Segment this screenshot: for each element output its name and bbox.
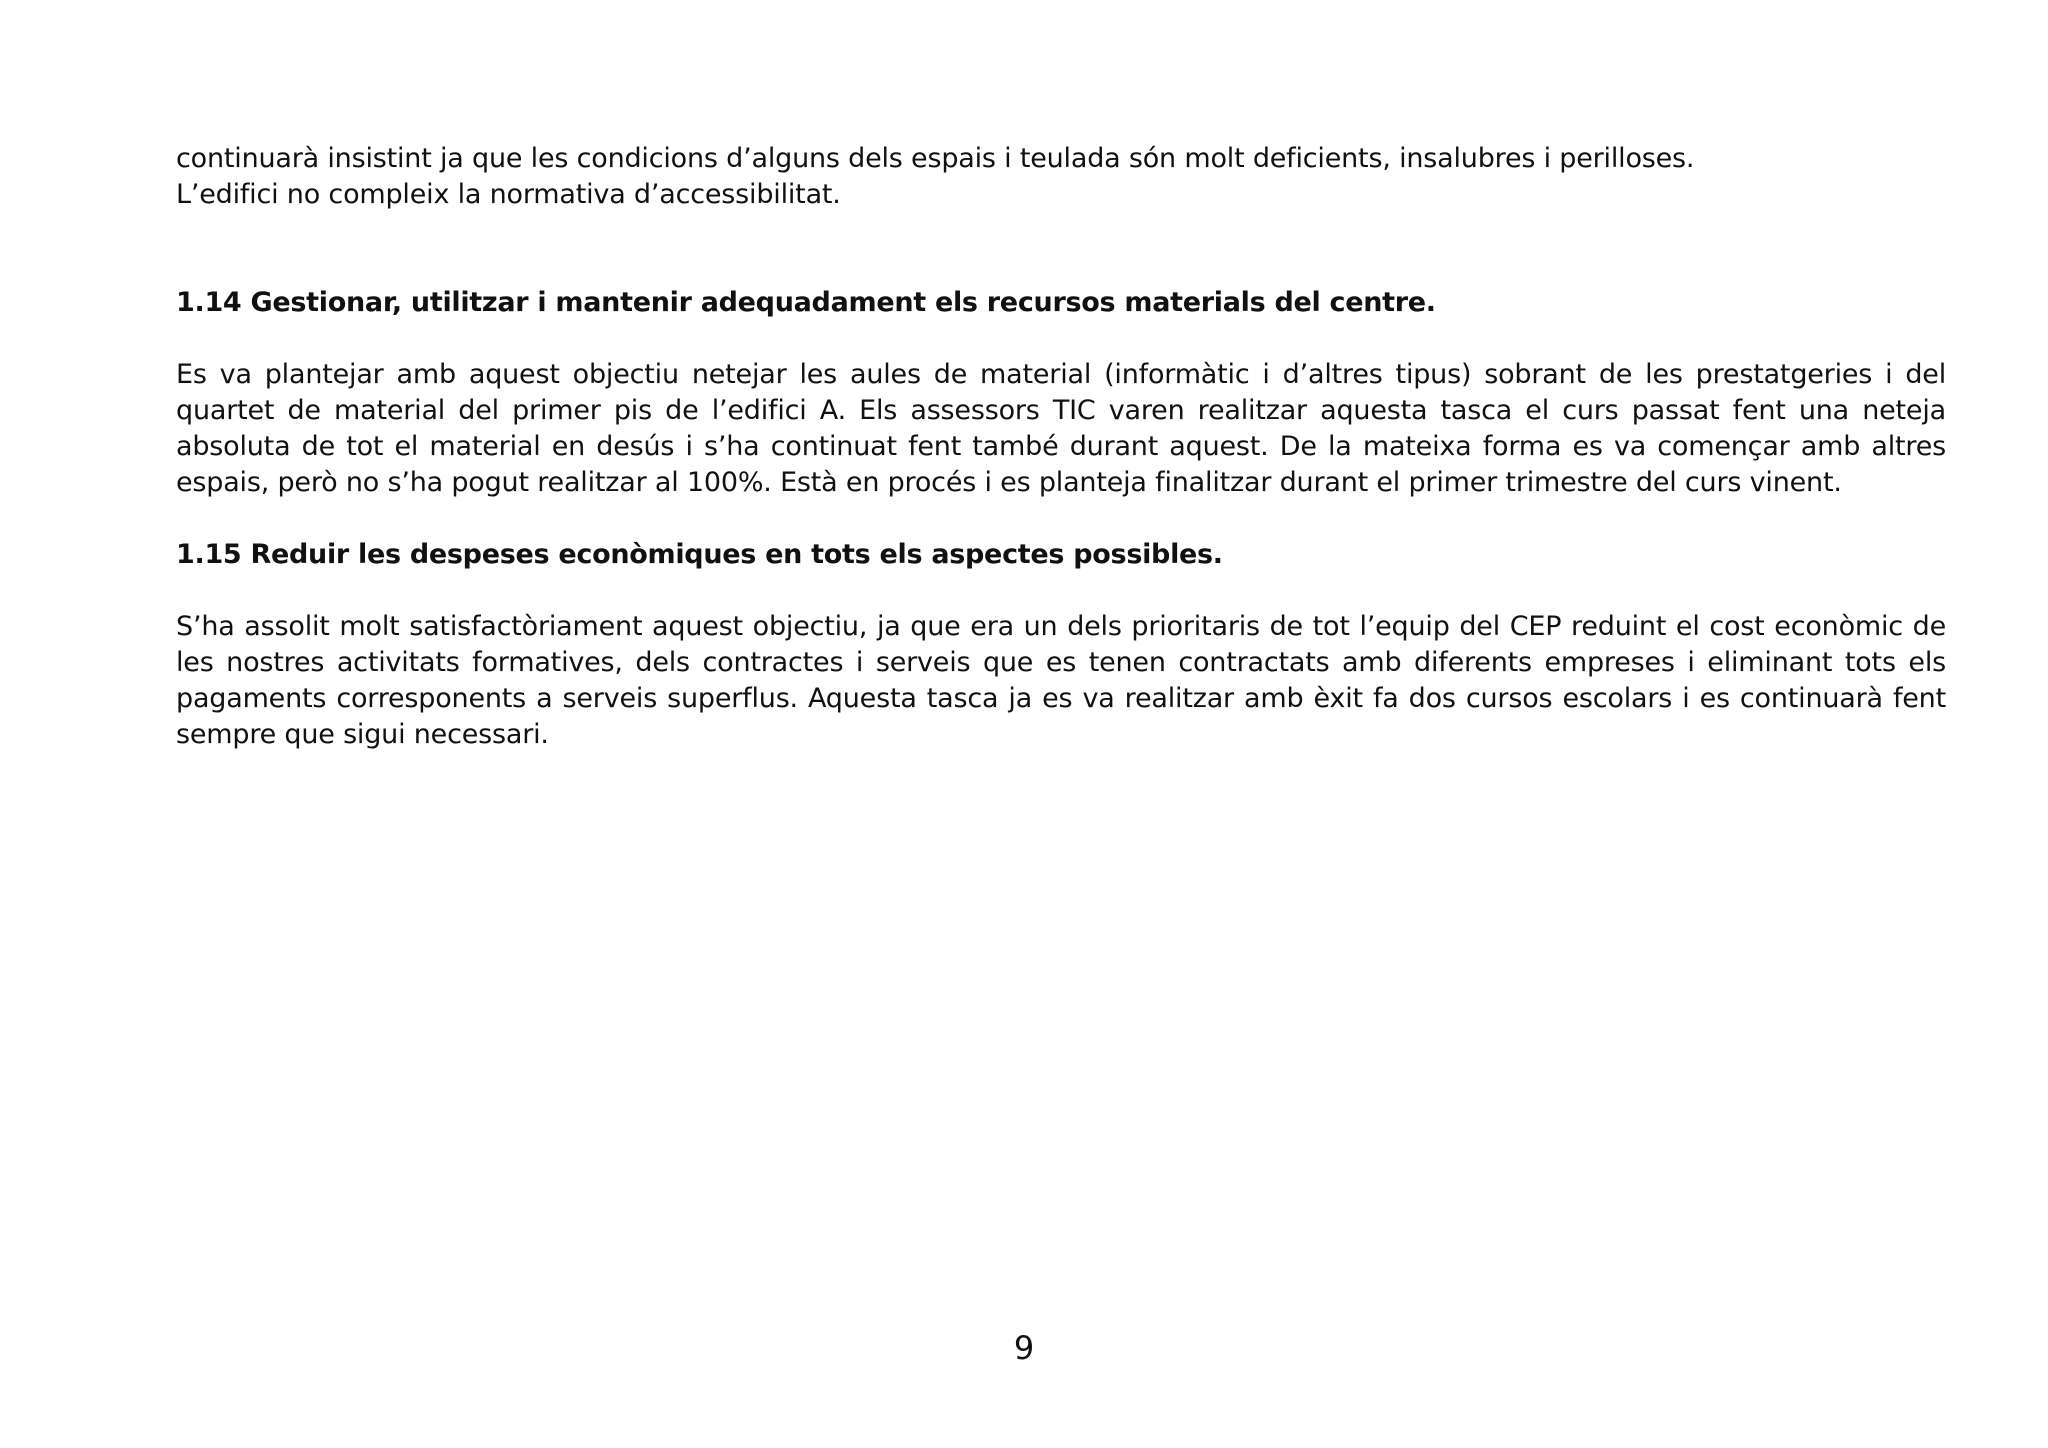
spacer	[176, 573, 1946, 609]
section-heading-1-14: 1.14 Gestionar, utilitzar i mantenir adequadament els recursos materials del centre.	[176, 287, 1436, 318]
section-body-1-14: Es va plantejar amb aquest objectiu netejar les aules de material (informàtic i d’altres tipus) sobrant de les prestatgeries i del quartet de material del primer pis de l’edifici A. Els assessors TIC varen realitzar aquesta tasca el curs passat fent una neteja absoluta de tot el material en desús i s’ha continuat fent també durant aquest. De la mateixa forma es va començar amb altres espais, però no s’ha pogut realitzar al 100%. Està en procés i es planteja finalitzar durant el primer trimestre del curs vinent.	[176, 359, 1946, 498]
intro-line-2: L’edifici no compleix la normativa d’accessibilitat.	[176, 179, 841, 210]
spacer	[176, 501, 1946, 537]
intro-line-1: continuarà insistint ja que les condicions d’alguns dels espais i teulada són molt deficients, insalubres i perilloses.	[176, 143, 1695, 174]
page-content	[176, 141, 1946, 753]
section-heading-1-15: 1.15 Reduir les despeses econòmiques en tots els aspectes possibles.	[176, 539, 1223, 570]
section-body-1-15: S’ha assolit molt satisfactòriament aquest objectiu, ja que era un dels prioritaris de tot l’equip del CEP reduint el cost econòmic de les nostres activitats formatives, dels contractes i serveis que es tenen contractats amb diferents empreses i eliminant tots els pagaments corresponents a serveis superflus. Aquesta tasca ja es va realitzar amb èxit fa dos cursos escolars i es continuarà fent sempre que sigui necessari.	[176, 611, 1946, 750]
spacer	[176, 321, 1946, 357]
spacer	[176, 213, 1946, 285]
page-number: 9	[1013, 1329, 1035, 1367]
